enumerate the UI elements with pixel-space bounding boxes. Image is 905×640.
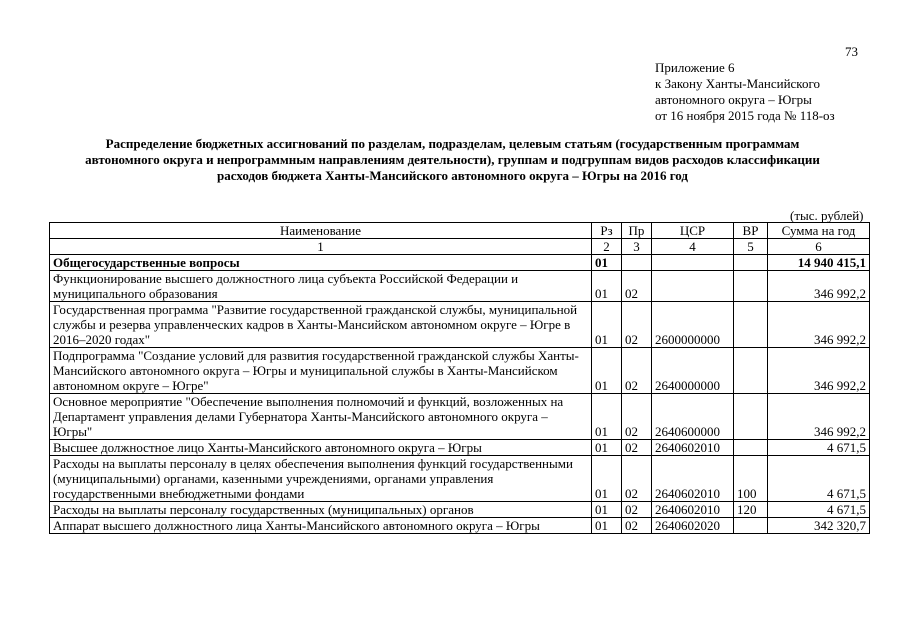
row-vr — [734, 302, 768, 348]
row-name: Подпрограмма "Создание условий для развития государственной гражданской службы Ханты-Мансийского автономного округа – Югры и муниципальной службы в Ханты-Мансийском автономном округе – Югре" — [50, 348, 592, 394]
column-number: 6 — [768, 239, 870, 255]
column-number: 5 — [734, 239, 768, 255]
row-pr: 02 — [622, 518, 652, 534]
row-pr: 02 — [622, 302, 652, 348]
row-sum: 342 320,7 — [768, 518, 870, 534]
appendix-reference — [655, 60, 835, 124]
row-sum: 346 992,2 — [768, 271, 870, 302]
row-name: Государственная программа "Развитие государственной гражданской службы, муниципальной службы и резерва управленческих кадров в Ханты-Мансийском автономном округе – Югре в 2016–2020 годах" — [50, 302, 592, 348]
header-rz: Рз — [592, 223, 622, 239]
appendix-line: Приложение 6 — [655, 60, 735, 75]
row-rz: 01 — [592, 518, 622, 534]
table-row — [50, 302, 870, 348]
row-sum: 346 992,2 — [768, 348, 870, 394]
row-vr — [734, 271, 768, 302]
title-line: автономного округа и непрограммным направлениям деятельности), группам и подгруппам видов расходов классификации — [85, 152, 820, 167]
row-sum: 346 992,2 — [768, 302, 870, 348]
header-csr: ЦСР — [652, 223, 734, 239]
row-sum: 4 671,5 — [768, 502, 870, 518]
row-rz: 01 — [592, 271, 622, 302]
row-pr: 02 — [622, 456, 652, 502]
table-row — [50, 518, 870, 534]
units-label: (тыс. рублей) — [790, 208, 864, 223]
row-rz: 01 — [592, 255, 622, 271]
row-name: Высшее должностное лицо Ханты-Мансийского автономного округа – Югры — [50, 440, 592, 456]
document-title — [40, 136, 865, 184]
row-csr: 2640602010 — [652, 440, 734, 456]
title-line: Распределение бюджетных ассигнований по разделам, подразделам, целевым статьям (государственным программам — [105, 136, 800, 151]
row-csr: 2640000000 — [652, 348, 734, 394]
header-pr: Пр — [622, 223, 652, 239]
column-number: 4 — [652, 239, 734, 255]
table-row — [50, 271, 870, 302]
row-name: Расходы на выплаты персоналу в целях обеспечения выполнения функций государственными (муниципальными) органами, казенными учреждениями, органами управления государственными внебюджетными фондами — [50, 456, 592, 502]
row-csr: 2640602010 — [652, 456, 734, 502]
row-name: Основное мероприятие "Обеспечение выполнения полномочий и функций, возложенных на Департамент управления делами Губернатора Ханты-Мансийского автономного округа – Югры" — [50, 394, 592, 440]
row-csr: 2640602010 — [652, 502, 734, 518]
row-csr: 2600000000 — [652, 302, 734, 348]
table-row — [50, 394, 870, 440]
row-csr — [652, 271, 734, 302]
row-vr — [734, 440, 768, 456]
row-name: Расходы на выплаты персоналу государственных (муниципальных) органов — [50, 502, 592, 518]
row-rz: 01 — [592, 348, 622, 394]
row-vr: 120 — [734, 502, 768, 518]
row-vr — [734, 518, 768, 534]
row-name: Аппарат высшего должностного лица Ханты-Мансийского автономного округа – Югры — [50, 518, 592, 534]
column-number: 1 — [50, 239, 592, 255]
page-number: 73 — [845, 44, 858, 59]
row-rz: 01 — [592, 456, 622, 502]
row-vr — [734, 348, 768, 394]
column-number: 2 — [592, 239, 622, 255]
row-pr — [622, 255, 652, 271]
row-pr: 02 — [622, 348, 652, 394]
row-name: Функционирование высшего должностного лица субъекта Российской Федерации и муниципального образования — [50, 271, 592, 302]
row-vr — [734, 394, 768, 440]
header-name: Наименование — [50, 223, 592, 239]
appendix-line: к Закону Ханты-Мансийского — [655, 76, 820, 91]
row-csr — [652, 255, 734, 271]
table-row — [50, 348, 870, 394]
title-line: расходов бюджета Ханты-Мансийского автономного округа – Югры на 2016 год — [217, 168, 688, 183]
row-sum: 346 992,2 — [768, 394, 870, 440]
row-vr — [734, 255, 768, 271]
table-row — [50, 456, 870, 502]
row-vr: 100 — [734, 456, 768, 502]
appendix-line: от 16 ноября 2015 года № 118-оз — [655, 108, 835, 123]
table-header-row — [50, 223, 870, 239]
budget-table — [49, 222, 870, 534]
row-pr: 02 — [622, 440, 652, 456]
header-vr: ВР — [734, 223, 768, 239]
row-csr: 2640600000 — [652, 394, 734, 440]
row-csr: 2640602020 — [652, 518, 734, 534]
row-name: Общегосударственные вопросы — [50, 255, 592, 271]
column-number-row — [50, 239, 870, 255]
row-sum: 4 671,5 — [768, 440, 870, 456]
row-pr: 02 — [622, 394, 652, 440]
row-rz: 01 — [592, 440, 622, 456]
row-rz: 01 — [592, 502, 622, 518]
row-rz: 01 — [592, 394, 622, 440]
appendix-line: автономного округа – Югры — [655, 92, 812, 107]
row-rz: 01 — [592, 302, 622, 348]
row-sum: 4 671,5 — [768, 456, 870, 502]
table-row — [50, 255, 870, 271]
header-sum: Сумма на год — [768, 223, 870, 239]
table-row — [50, 502, 870, 518]
row-sum: 14 940 415,1 — [768, 255, 870, 271]
column-number: 3 — [622, 239, 652, 255]
row-pr: 02 — [622, 502, 652, 518]
row-pr: 02 — [622, 271, 652, 302]
table-row — [50, 440, 870, 456]
